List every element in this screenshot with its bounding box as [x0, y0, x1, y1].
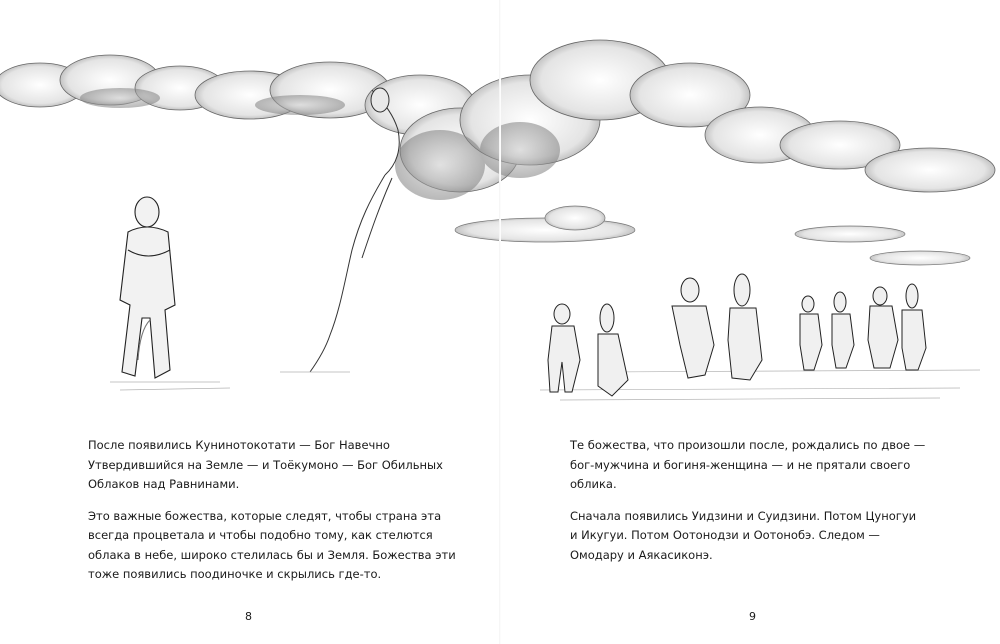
page-number-right: 9 [749, 610, 756, 623]
text-line: Омодару и Аякасиконэ. [570, 547, 713, 562]
left-paragraph-2 [88, 507, 456, 585]
text-line: всегда процветала и чтобы подобно тому, как стелются [88, 528, 433, 542]
page-number-left: 8 [245, 610, 252, 623]
left-deity [120, 197, 175, 378]
cloud-deity [310, 88, 399, 372]
right-page-text [570, 436, 940, 577]
small-clouds [455, 206, 970, 265]
text-line: облака в небе, широко стелилась бы и Земля. Божества эти [88, 547, 456, 562]
text-line: бог-мужчина и богиня-женщина — и не прятали своего [570, 457, 911, 472]
right-paragraph-1 [570, 436, 940, 495]
page-gutter [499, 0, 501, 644]
ground [110, 370, 980, 400]
text-line: и Икугуи. Потом Оотонодзи и Оотонобэ. Следом — [570, 528, 880, 542]
text-line: Сначала появились Уидзини и Суидзини. Потом Цуногуи [570, 508, 917, 523]
text-line: Облаков над Равнинами. [88, 477, 240, 491]
right-paragraph-2 [570, 507, 940, 566]
text-line: Это важные божества, которые следят, чтобы страна эта [88, 508, 442, 523]
left-paragraph-1 [88, 436, 443, 495]
text-line: тоже появились поодиночке и скрылись где-то. [88, 567, 382, 581]
text-line: После появились Кунинотокотати — Бог Навечно [88, 438, 390, 452]
paired-deities [548, 274, 926, 396]
left-page-text [88, 436, 456, 597]
text-line: облика. [570, 477, 617, 491]
text-line: Те божества, что произошли после, рождались по двое — [570, 438, 926, 452]
text-line: Утвердившийся на Земле — и Тоёкумоно — Бог Обильных [88, 457, 443, 472]
